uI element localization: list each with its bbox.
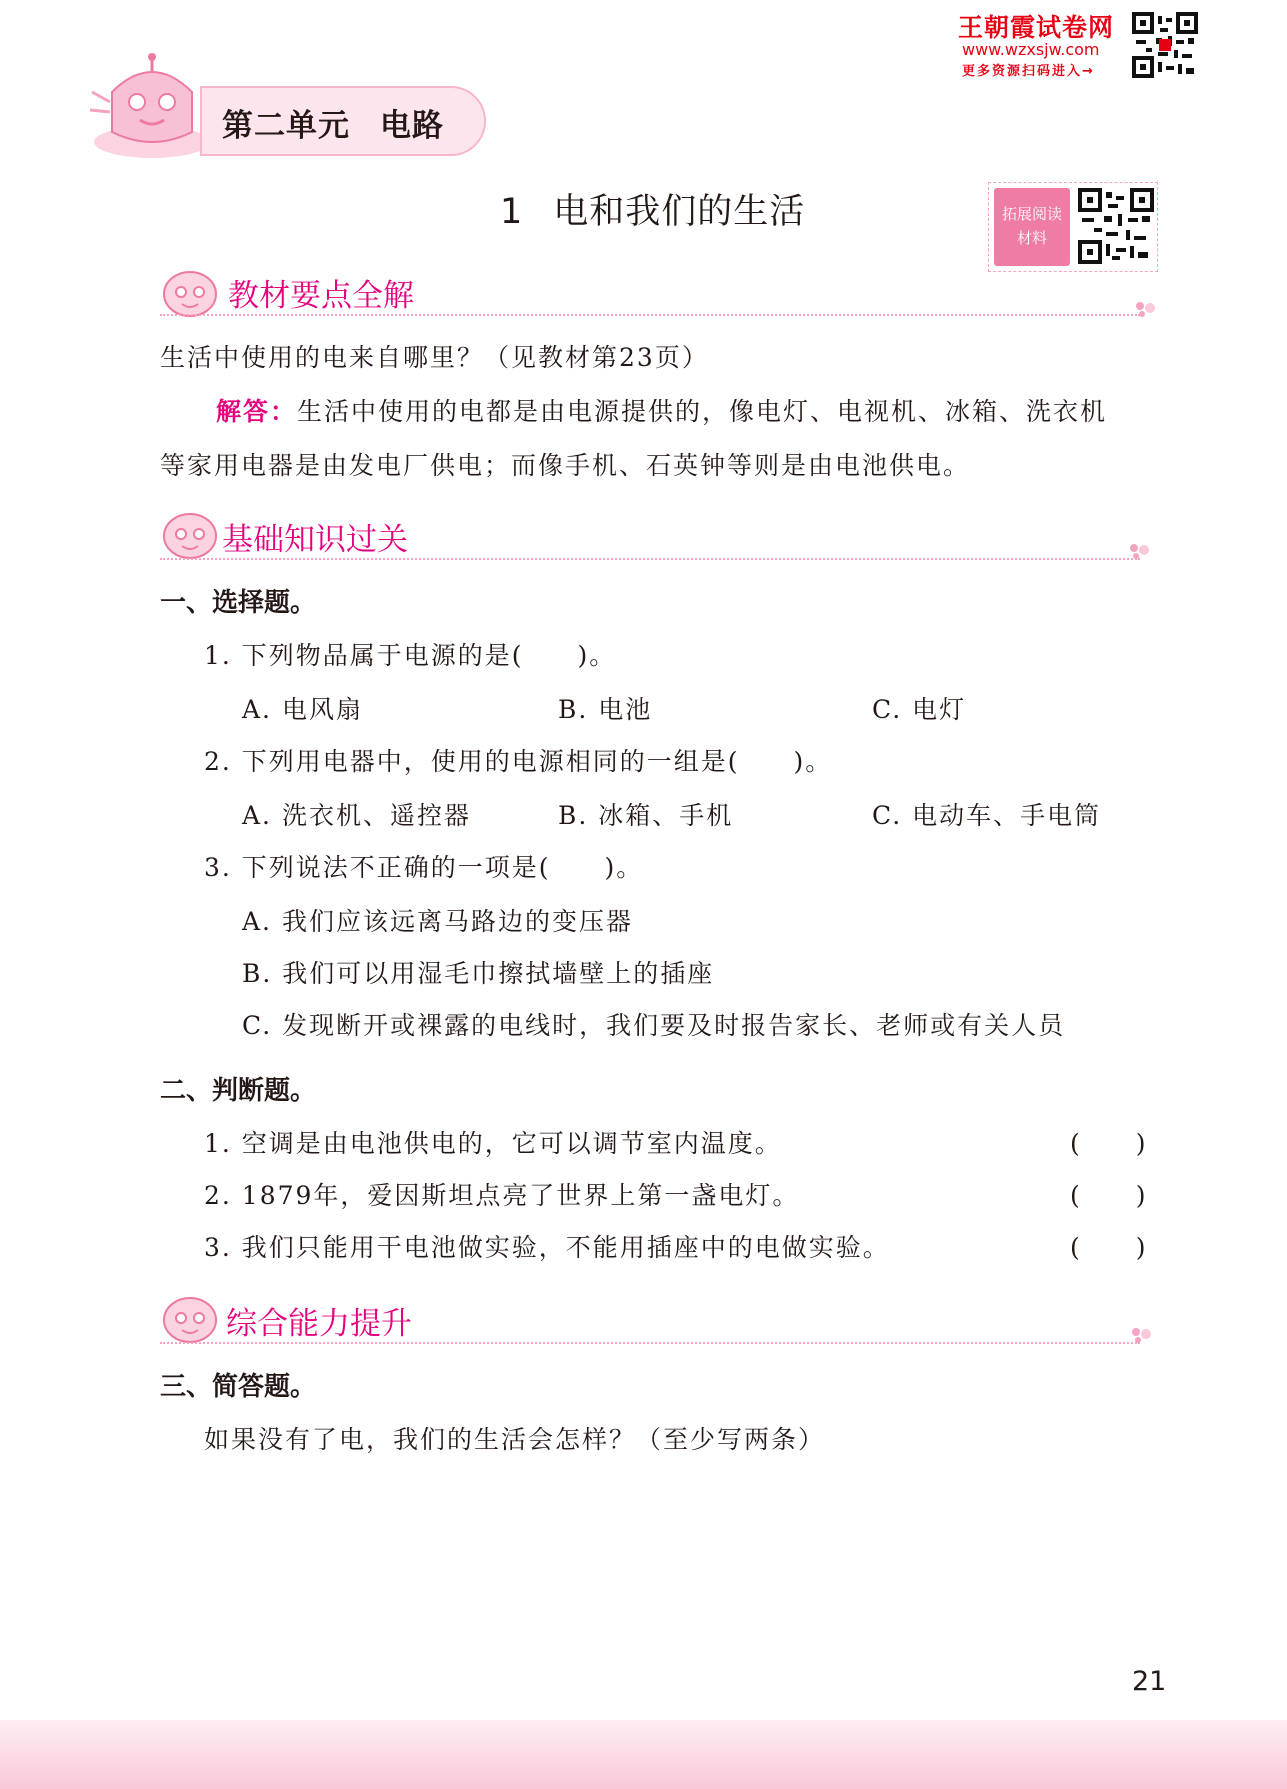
option-3a[interactable]: A. 我们应该远离马路边的变压器: [242, 907, 633, 936]
brand-url[interactable]: www.wzxsjw.com: [962, 40, 1100, 59]
option-2a[interactable]: A. 洗衣机、遥控器: [242, 801, 471, 830]
section-divider: [160, 314, 1140, 316]
dots-decoration-icon: [1130, 1324, 1156, 1344]
section-title-comprehensive: 综合能力提升: [226, 1306, 412, 1342]
option-2b[interactable]: B. 冰箱、手机: [558, 801, 734, 830]
extended-reading-label[interactable]: [994, 188, 1070, 266]
section-divider: [160, 1342, 1140, 1344]
judge-item-3: 3. 我们只能用干电池做实验，不能用插座中的电做实验。: [204, 1233, 890, 1262]
judge-blank-1[interactable]: ( ): [1070, 1129, 1148, 1158]
option-3c[interactable]: C. 发现断开或裸露的电线时，我们要及时报告家长、老师或有关人员: [242, 1011, 1066, 1040]
option-3b[interactable]: B. 我们可以用湿毛巾擦拭墙壁上的插座: [242, 959, 715, 988]
lesson-number: 1: [500, 192, 524, 232]
page-number: 21: [1132, 1666, 1167, 1697]
qr-label-line1: 拓展阅读: [1001, 205, 1062, 223]
lesson-title: [500, 184, 805, 234]
unit-label: 第二单元: [222, 108, 350, 144]
qr-label-line2: 材料: [1016, 229, 1047, 247]
judge-item-2: 2. 1879年，爱因斯坦点亮了世界上第一盏电灯。: [204, 1181, 800, 1210]
unit-name: 电路: [380, 108, 444, 144]
judge-blank-3[interactable]: ( ): [1070, 1233, 1148, 1262]
section-divider: [160, 558, 1140, 560]
judge-item-1: 1. 空调是由电池供电的，它可以调节室内温度。: [204, 1129, 782, 1158]
judge-blank-2[interactable]: ( ): [1070, 1181, 1148, 1210]
short-answer-question: 如果没有了电，我们的生活会怎样？（至少写两条）: [204, 1425, 826, 1454]
choice-question-2: 2. 下列用电器中，使用的电源相同的一组是( )。: [204, 747, 833, 776]
qr-code-icon[interactable]: [1078, 188, 1154, 264]
answer-text-1: 生活中使用的电都是由电源提供的，像电灯、电视机、冰箱、洗衣机: [297, 397, 1108, 426]
answer-line-2: 等家用电器是由发电厂供电；而像手机、石英钟等则是由电池供电。: [160, 451, 971, 480]
option-1a[interactable]: A. 电风扇: [242, 695, 363, 724]
choice-question-3: 3. 下列说法不正确的一项是( )。: [204, 853, 644, 882]
qr-code-icon[interactable]: [1132, 12, 1198, 78]
option-1b[interactable]: B. 电池: [558, 695, 653, 724]
brand-tip: 更多资源扫码进入→: [962, 64, 1095, 79]
dots-decoration-icon: [1128, 540, 1154, 560]
brand-name: 王朝霞试卷网: [958, 13, 1115, 42]
mascot-icon: [160, 1292, 220, 1344]
choice-question-1: 1. 下列物品属于电源的是( )。: [204, 641, 617, 670]
answer-line-1: [216, 392, 1107, 428]
option-2c[interactable]: C. 电动车、手电筒: [872, 801, 1102, 830]
short-answer-heading: 三、简答题。: [160, 1372, 317, 1402]
dots-decoration-icon: [1134, 298, 1160, 318]
choice-heading: 一、选择题。: [160, 588, 317, 618]
mascot-icon: [160, 266, 220, 318]
lesson-name: 电和我们的生活: [553, 192, 806, 232]
unit-title: [222, 100, 444, 145]
answer-label: 解答：: [216, 397, 298, 426]
section-title-basic-knowledge: 基础知识过关: [222, 522, 408, 558]
mascot-icon: [160, 508, 220, 560]
option-1c[interactable]: C. 电灯: [872, 695, 967, 724]
section-title-key-points: 教材要点全解: [228, 278, 414, 314]
footer-band: [0, 1720, 1287, 1789]
textbook-question: 生活中使用的电来自哪里？（见教材第23页）: [160, 343, 709, 372]
judge-heading: 二、判断题。: [160, 1076, 317, 1106]
